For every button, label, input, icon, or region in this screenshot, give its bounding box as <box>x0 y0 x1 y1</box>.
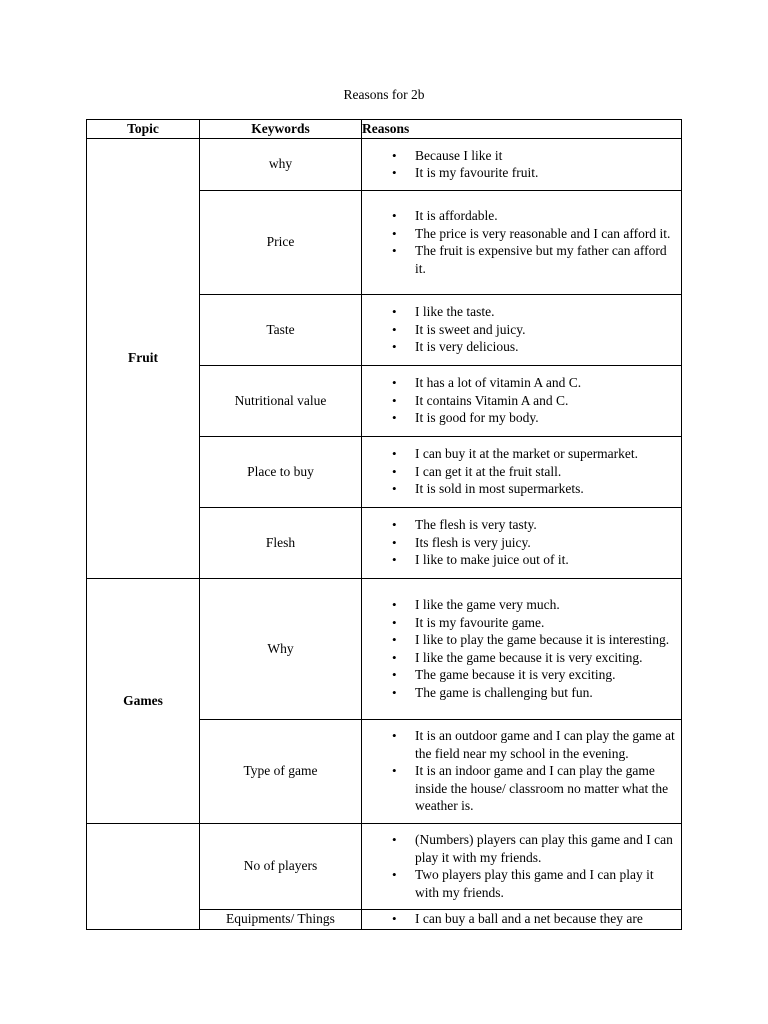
reasons-cell <box>362 507 682 578</box>
table-row <box>87 823 682 909</box>
table-row <box>87 138 682 190</box>
keyword-cell: No of players <box>200 823 362 909</box>
list-item: • The price is very reasonable and I can afford it. <box>362 225 677 243</box>
topic-games: Games <box>87 578 200 823</box>
list-item: • I like the game very much. <box>362 596 677 614</box>
keyword-cell: Place to buy <box>200 436 362 507</box>
list-item: • I can buy it at the market or supermarket. <box>362 445 677 463</box>
reason-list <box>362 207 681 277</box>
reason-list <box>362 516 681 569</box>
topic-empty <box>87 823 200 929</box>
list-item: • The fruit is expensive but my father can afford it. <box>362 242 677 277</box>
keyword-cell: Why <box>200 578 362 719</box>
keyword-cell: why <box>200 138 362 190</box>
list-item: • I like to play the game because it is interesting. <box>362 631 677 649</box>
header-reasons: Reasons <box>362 120 682 139</box>
list-item: • It is sweet and juicy. <box>362 321 677 339</box>
list-item: • Two players play this game and I can play it with my friends. <box>362 866 677 901</box>
list-item: • It is very delicious. <box>362 338 677 356</box>
list-item: • It is good for my body. <box>362 409 677 427</box>
reasons-cell <box>362 138 682 190</box>
list-item: • It is my favourite fruit. <box>362 164 677 182</box>
list-item: • (Numbers) players can play this game and I can play it with my friends. <box>362 831 677 866</box>
list-item: • I can get it at the fruit stall. <box>362 463 677 481</box>
topic-fruit: Fruit <box>87 138 200 578</box>
table-header-row <box>87 120 682 139</box>
reason-list <box>362 596 681 701</box>
list-item: • It is an outdoor game and I can play the game at the field near my school in the evening. <box>362 727 677 762</box>
page-title: Reasons for 2b <box>343 87 425 102</box>
reason-list <box>362 374 681 427</box>
list-item: • The game is challenging but fun. <box>362 684 677 702</box>
keyword-cell: Flesh <box>200 507 362 578</box>
table-row <box>87 578 682 719</box>
header-topic: Topic <box>87 120 200 139</box>
reasons-cell <box>362 190 682 294</box>
reason-list <box>362 147 681 182</box>
reasons-cell <box>362 719 682 823</box>
reasons-cell <box>362 365 682 436</box>
reason-list <box>362 910 681 928</box>
reason-list <box>362 445 681 498</box>
reasons-cell <box>362 823 682 909</box>
reasons-table <box>86 119 682 930</box>
list-item: • The game because it is very exciting. <box>362 666 677 684</box>
reasons-cell <box>362 578 682 719</box>
list-item: • It is an indoor game and I can play the game inside the house/ classroom no matter what the weather is. <box>362 762 677 815</box>
list-item: • The flesh is very tasty. <box>362 516 677 534</box>
reasons-cell <box>362 294 682 365</box>
list-item: • I like the taste. <box>362 303 677 321</box>
reason-list <box>362 303 681 356</box>
list-item: • I like to make juice out of it. <box>362 551 677 569</box>
list-item: • It has a lot of vitamin A and C. <box>362 374 677 392</box>
reasons-cell <box>362 436 682 507</box>
keyword-cell: Nutritional value <box>200 365 362 436</box>
list-item: • Its flesh is very juicy. <box>362 534 677 552</box>
header-keywords: Keywords <box>200 120 362 139</box>
list-item: • I can buy a ball and a net because they are <box>362 910 677 928</box>
reasons-cell <box>362 909 682 929</box>
list-item: • I like the game because it is very exciting. <box>362 649 677 667</box>
list-item: • It contains Vitamin A and C. <box>362 392 677 410</box>
reason-list <box>362 727 681 815</box>
list-item: • It is my favourite game. <box>362 614 677 632</box>
list-item: • Because I like it <box>362 147 677 165</box>
keyword-cell: Taste <box>200 294 362 365</box>
reason-list <box>362 831 681 901</box>
keyword-cell: Equipments/ Things <box>200 909 362 929</box>
list-item: • It is affordable. <box>362 207 677 225</box>
keyword-cell: Type of game <box>200 719 362 823</box>
keyword-cell: Price <box>200 190 362 294</box>
list-item: • It is sold in most supermarkets. <box>362 480 677 498</box>
